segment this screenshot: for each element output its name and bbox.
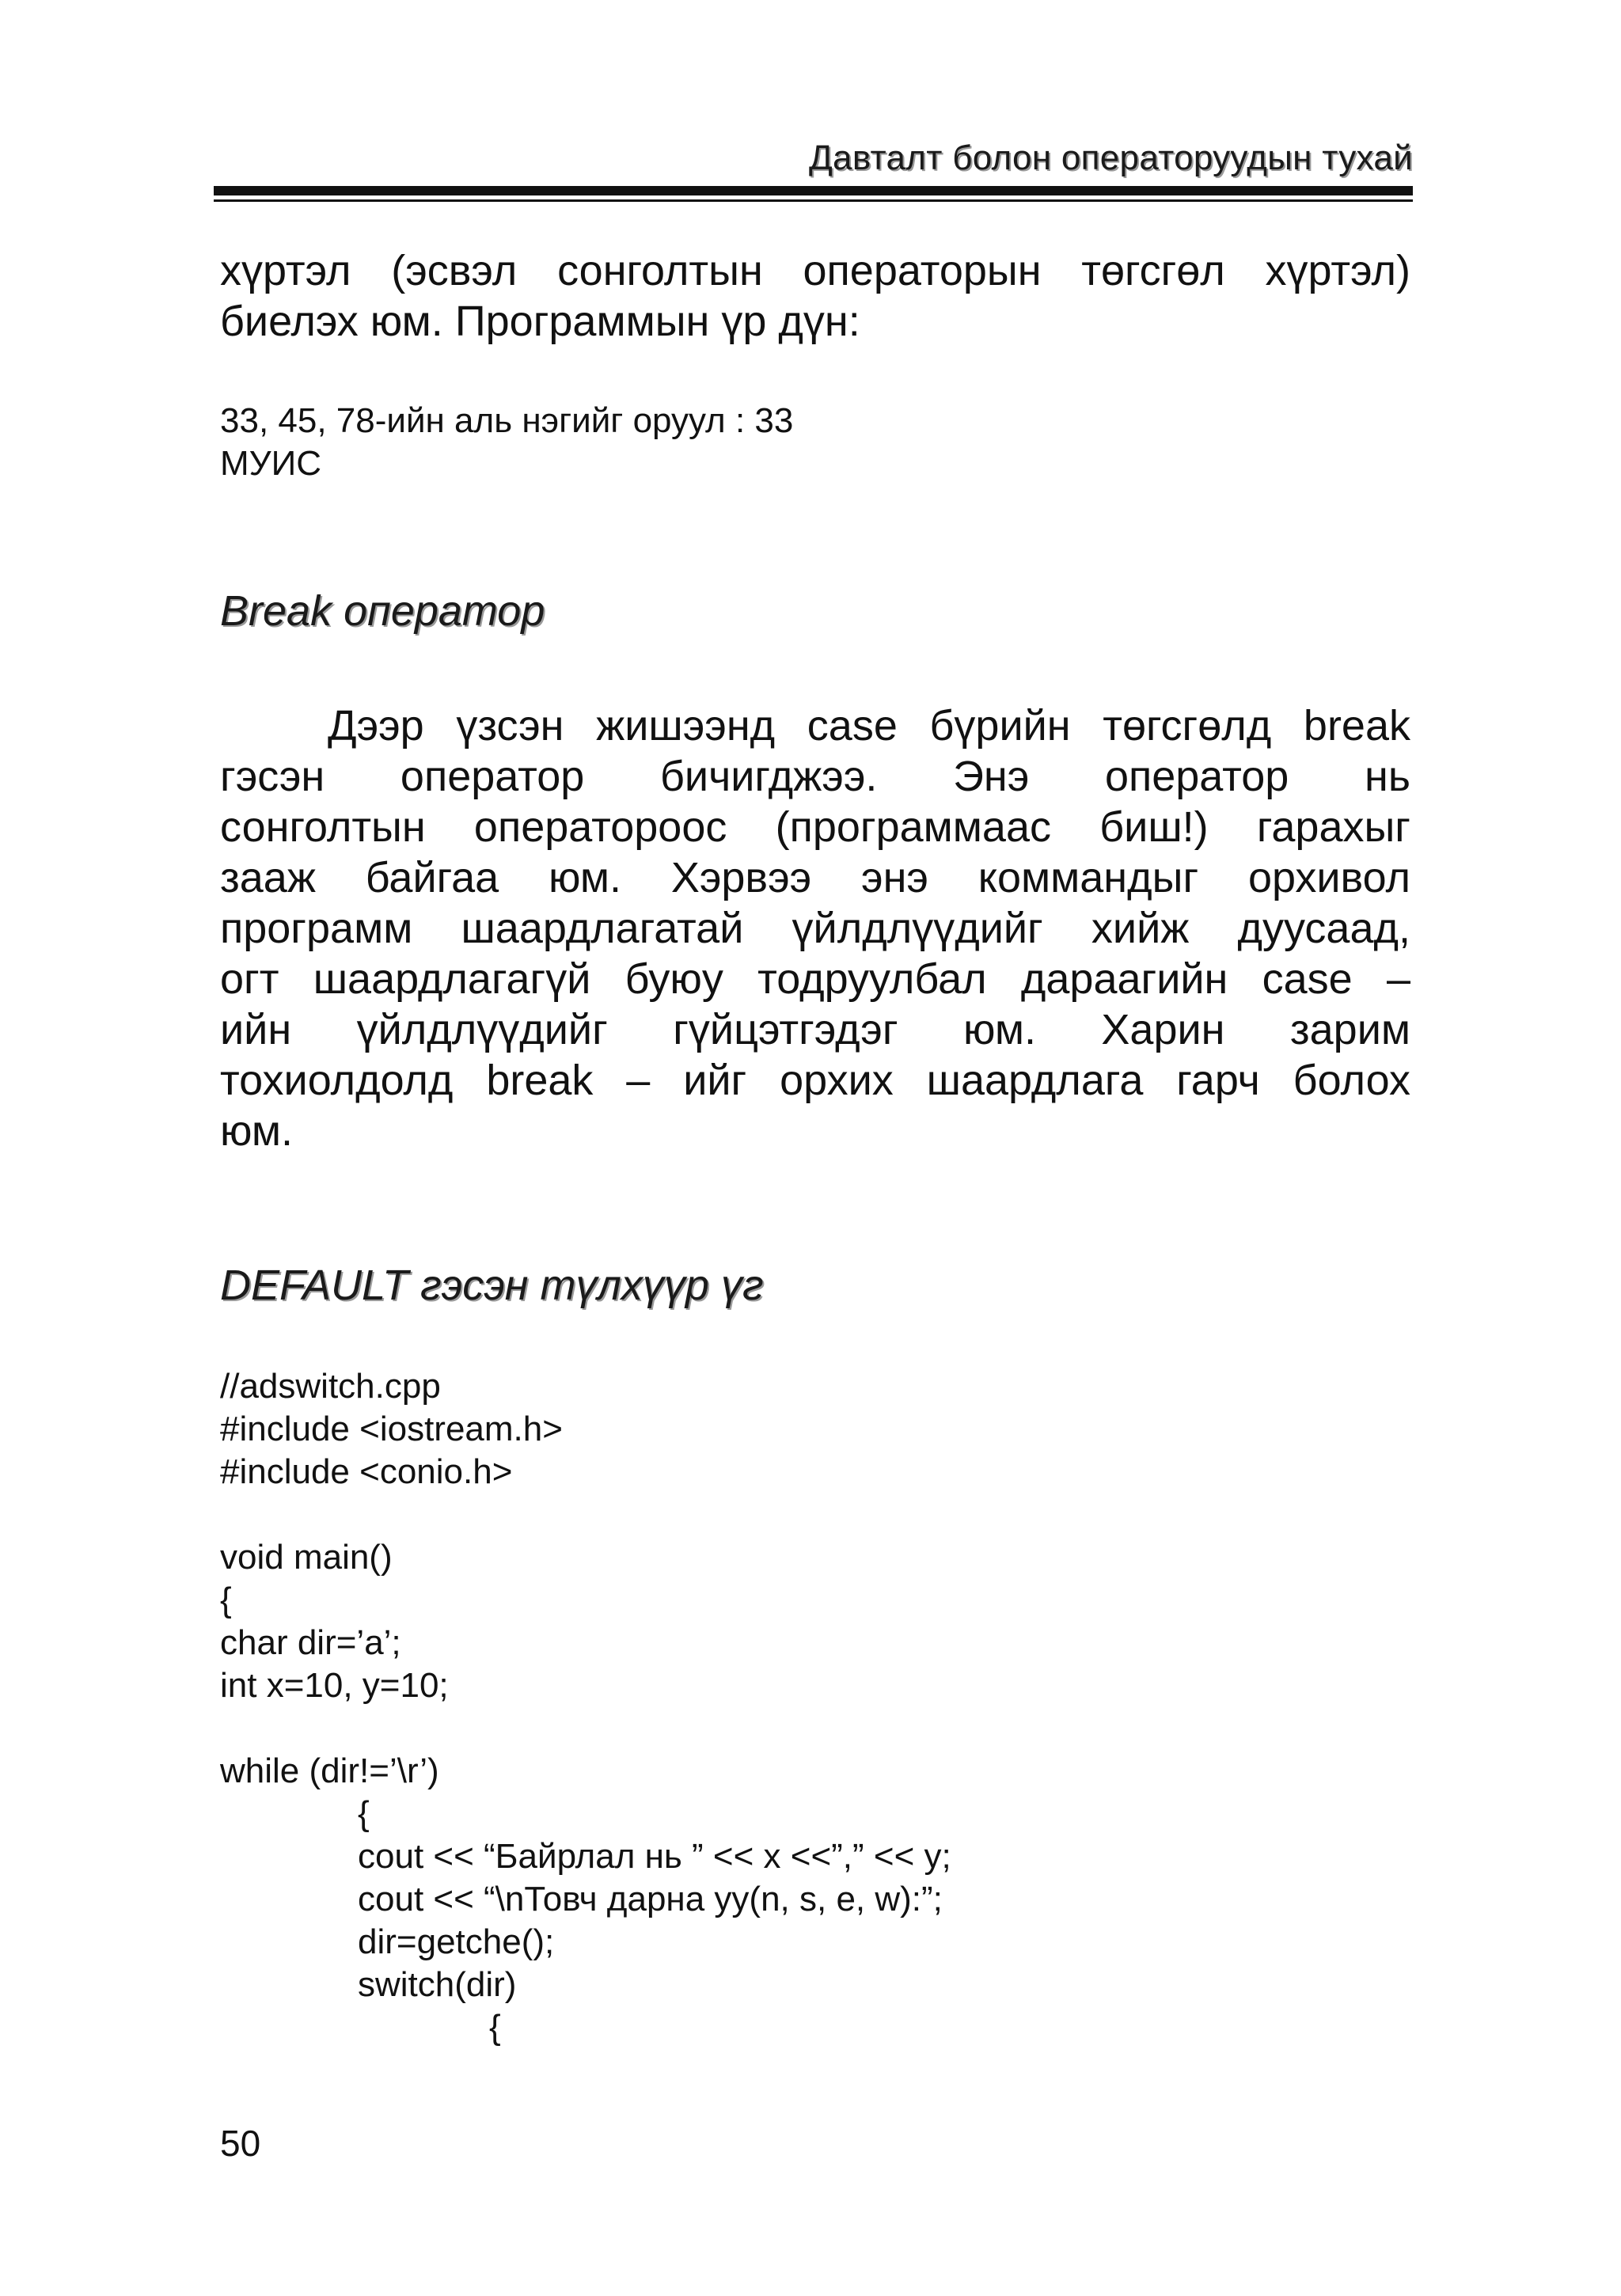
code-line: #include <conio.h>: [220, 1452, 513, 1491]
code-line: int x=10, y=10;: [220, 1666, 449, 1705]
paragraph-line: тохиолдолд break – ийг орхих шаардлага гарч болох: [220, 1057, 1410, 1104]
code-line: #include <iostream.h>: [220, 1410, 563, 1448]
output-line: 33, 45, 78-ийн аль нэгийг оруул : 33: [220, 401, 794, 440]
paragraph-line: зааж байгаа юм. Хэрвээ энэ коммандыг орхивол: [220, 854, 1410, 901]
break-paragraph: [220, 700, 1410, 1156]
paragraph-line: огт шаардлагагүй буюу тодруулбал дараагийн case –: [220, 955, 1410, 1003]
code-line: cout << “Байрлал нь ” << x <<”,” << y;: [358, 1837, 951, 1876]
code-listing: [220, 1365, 951, 2049]
header-rule: [214, 186, 1413, 195]
paragraph-line: программ шаардлагатай үйлдлүүдийг хийж дуусаад,: [220, 905, 1410, 952]
break-section-heading: Break оператор: [220, 587, 545, 635]
code-line: [220, 1707, 951, 1750]
code-line: [220, 1493, 951, 1536]
code-line: while (dir!=’\r’): [220, 1751, 439, 1790]
page-number: 50: [220, 2123, 261, 2164]
code-line: void main(): [220, 1538, 393, 1577]
code-line: char dir=’a’;: [220, 1623, 401, 1662]
paragraph-line: юм.: [220, 1107, 294, 1155]
code-line: {: [220, 1581, 232, 1619]
intro-paragraph: [220, 245, 1410, 347]
paragraph-line: ийн үйлдлүүдийг гүйцэтгэдэг юм. Харин зарим: [220, 1006, 1410, 1053]
code-line: switch(dir): [358, 1965, 517, 2004]
code-line: cout << “\nТовч дарна уу(n, s, e, w):”;: [358, 1880, 943, 1918]
code-line: //adswitch.cpp: [220, 1367, 441, 1406]
paragraph-line: Дээр үзсэн жишээнд case бүрийн төгсгөлд break: [328, 702, 1410, 750]
code-line: dir=getche();: [358, 1922, 555, 1961]
default-section-heading: DEFAULT гэсэн түлхүүр үг: [220, 1262, 764, 1309]
program-output: [220, 400, 793, 485]
code-line: {: [489, 2008, 501, 2047]
output-line: МУИС: [220, 444, 322, 483]
paragraph-line: гэсэн оператор бичигджээ. Энэ оператор нь: [220, 753, 1410, 800]
header-rule-thin: [214, 199, 1413, 202]
code-line: {: [358, 1794, 370, 1833]
paragraph-line: хүртэл (эсвэл сонголтын операторын төгсгөл хүртэл): [220, 247, 1410, 294]
running-header: Давталт болон операторуудын тухай: [808, 139, 1413, 177]
paragraph-line: сонголтын оператороос (программаас биш!) гарахыг: [220, 803, 1410, 851]
paragraph-line: биелэх юм. Программын үр дүн:: [220, 298, 860, 345]
